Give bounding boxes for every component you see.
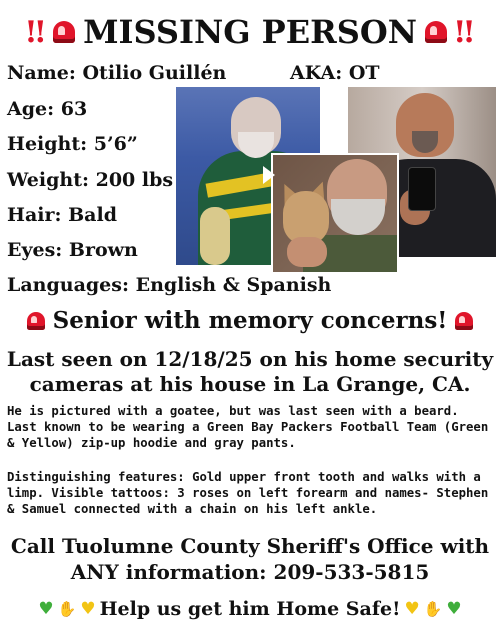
play-icon bbox=[263, 166, 275, 184]
photo-with-dog bbox=[271, 153, 399, 274]
police-light-icon bbox=[27, 312, 45, 330]
praying-hands-icon: ✋ bbox=[423, 600, 443, 618]
police-light-icon bbox=[53, 21, 75, 43]
last-seen-text: Last seen on 12/18/25 on his home security cameras at his house in La Grange, CA. bbox=[6, 347, 494, 396]
yellow-heart-icon: ♥ bbox=[404, 598, 420, 619]
green-heart-icon: ♥ bbox=[446, 598, 462, 619]
age-field: Age: 63 bbox=[7, 98, 88, 120]
double-exclamation-icon: ‼ bbox=[454, 14, 474, 50]
weight-field: Weight: 200 lbs bbox=[7, 169, 174, 191]
description-text: He is pictured with a goatee, but was last seen with a beard. Last known to be wearing a Green Bay Packers Football Team (Green & Yellow) zip-up hoodie and gray pants. bbox=[7, 404, 489, 450]
memory-alert bbox=[0, 307, 500, 334]
footer-text: Help us get him Home Safe! bbox=[99, 598, 401, 620]
aka-field: AKA: OT bbox=[290, 62, 380, 84]
title-text: MISSING PERSON bbox=[83, 13, 417, 51]
police-light-icon bbox=[455, 312, 473, 330]
yellow-heart-icon: ♥ bbox=[80, 598, 96, 619]
footer bbox=[0, 595, 500, 623]
praying-hands-icon: ✋ bbox=[57, 600, 77, 618]
features-text: Distinguishing features: Gold upper front tooth and walks with a limp. Visible tattoos: 3 roses on left forearm and names- Stephen & Samuel connected with a chain on his left ankle. bbox=[7, 470, 489, 516]
memory-alert-text: Senior with memory concerns! bbox=[52, 307, 448, 334]
height-field: Height: 5’6” bbox=[7, 133, 138, 155]
hair-field: Hair: Bald bbox=[7, 204, 117, 226]
contact-info: Call Tuolumne County Sheriff's Office with ANY information: 209-533-5815 bbox=[10, 534, 490, 584]
languages-field: Languages: English & Spanish bbox=[7, 274, 332, 296]
police-light-icon bbox=[425, 21, 447, 43]
poster-title bbox=[0, 8, 500, 56]
eyes-field: Eyes: Brown bbox=[7, 239, 138, 261]
name-field: Name: Otilio Guillén bbox=[7, 62, 227, 84]
green-heart-icon: ♥ bbox=[38, 598, 54, 619]
double-exclamation-icon: ‼ bbox=[26, 14, 46, 50]
